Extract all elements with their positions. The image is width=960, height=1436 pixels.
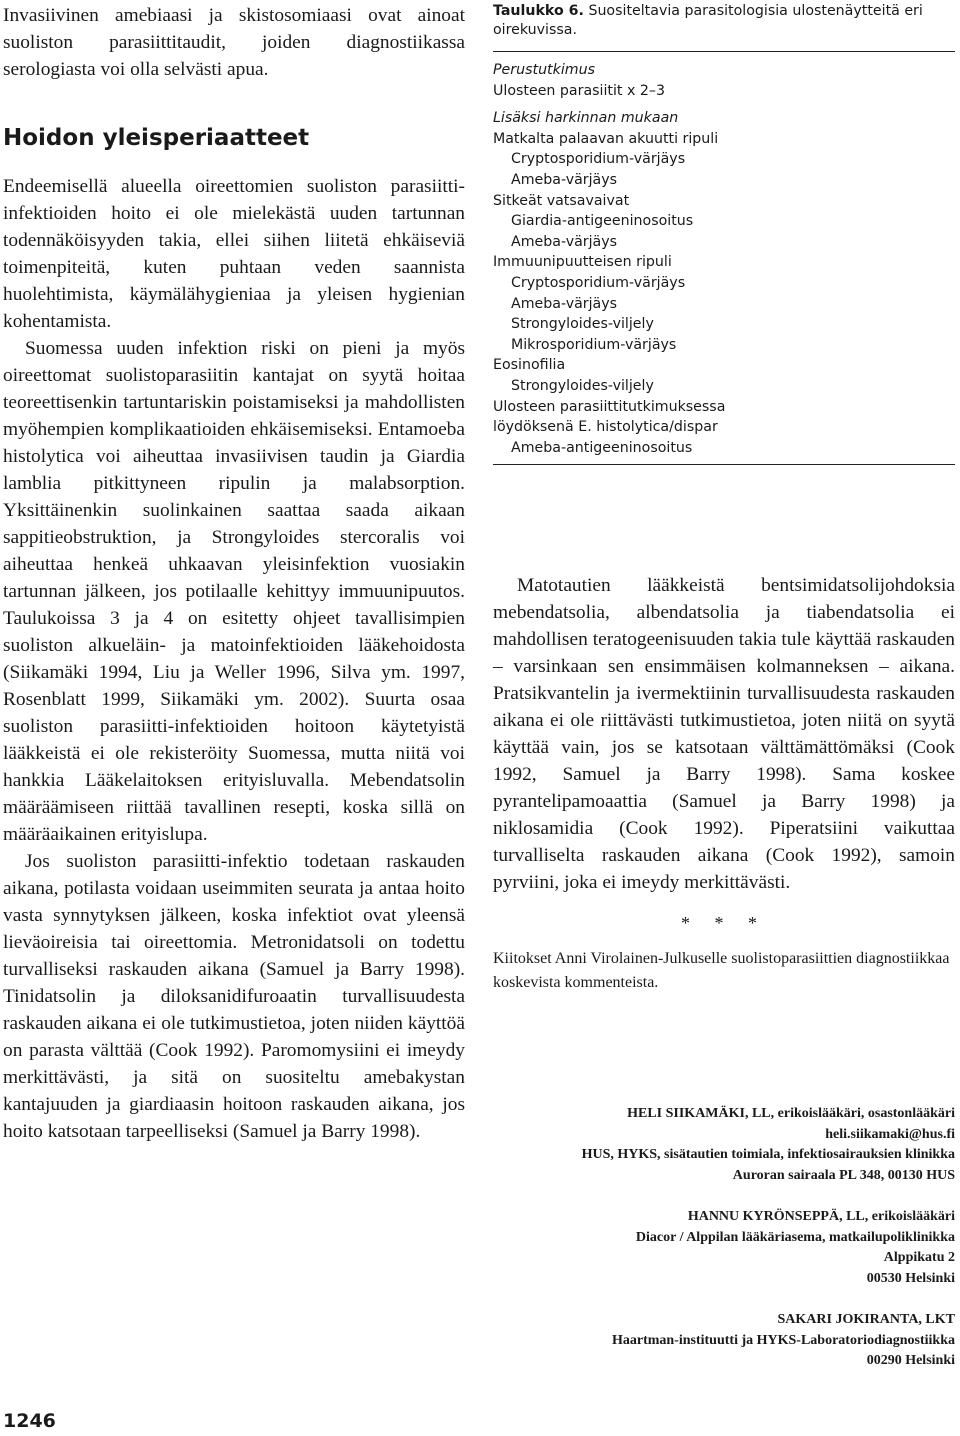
table-subitem: Cryptosporidium-värjäys (511, 274, 686, 291)
left-column (3, 0, 465, 1145)
right-text (493, 572, 955, 995)
author-line: SAKARI JOKIRANTA, LKT (777, 1312, 955, 1327)
table-extra-title: Lisäksi harkinnan mukaan (493, 110, 679, 127)
section-heading: Hoidon yleisperiaatteet (3, 125, 310, 151)
table-rows (493, 129, 955, 459)
right-paragraph-1: Matotautien lääkkeistä bentsimidatsolijohdoksia mebendatsolia, albendatsolia ja tiabendatsolia ei mahdollisen teratogeenisuuden takia tule käyttää raskauden – varsinkaan sen ensimmäisen kolmanneksen – aikana. Pratsikvantelin ja ivermektiinin turvallisuudesta raskauden aikana ei ole riittävästi tutkimustietoa, joten niitä on syytä käyttää vain, jos se katsotaan välttämättömäksi (Cook 1992, Samuel ja Barry 1998). Sama koskee pyrantelipamoaattia (Samuel ja Barry 1998) ja niklosamidia (Cook 1992). Piperatsiini vaikuttaa turvalliselta raskauden aikana (Cook 1992), samoin pyrviini, joka ei imeydy merkittävästi. (493, 575, 955, 893)
table-subitem: Strongyloides-viljely (511, 377, 654, 394)
table-item: Sitkeät vatsavaivat (493, 192, 630, 209)
table-item: Matkalta palaavan akuutti ripuli (493, 130, 719, 147)
intro-paragraph: Invasiivinen amebiaasi ja skistosomiaasi ovat ainoat suoliston parasiittitaudit, joiden diagnostiikassa serologiasta voi olla selvästi apua. (3, 5, 465, 80)
table-subitem: Giardia-antigeeninosoitus (511, 213, 694, 230)
author-line: 00530 Helsinki (866, 1270, 955, 1286)
table-caption (493, 0, 955, 40)
acknowledgements: Kiitokset Anni Virolainen-Julkuselle suolistoparasiittien diagnostiikkaa koskevista kommenteista. (493, 950, 950, 991)
author-block (493, 1207, 955, 1289)
author-line: HELI SIIKAMÄKI, LL, erikoislääkäri, osastonlääkäri (627, 1106, 955, 1121)
table-item: löydöksenä E. histolytica/dispar (493, 419, 718, 436)
table-subitem: Mikrosporidium-värjäys (511, 336, 677, 353)
table-caption-text: Suositeltavia parasitologisia ulostenäytteitä eri oirekuvissa. (493, 3, 923, 38)
author-block (493, 1310, 955, 1372)
table-subitem: Ameba-värjäys (511, 295, 618, 312)
author-line: Alppikatu 2 (883, 1250, 955, 1265)
body-paragraph-3: Jos suoliston parasiitti-infektio todetaan raskauden aikana, potilasta voidaan useimmiten seurata ja antaa hoito vasta synnytyksen jälkeen, koska infektiot ovat yleensä lieväoireisia tai oireettomia. Metronidatsoli on todettu turvalliseksi raskauden aikana (Samuel ja Barry 1998). Tinidatsolin ja diloksanidifuroaatin turvallisuudesta raskauden aikana ei ole tutkimustietoa, joten niiden käyttöä on parasta välttää (Cook 1992). Paromomysiini ei imeydy merkittävästi, ja sitä on suositeltu amebakystan kantajuuden ja giardiaasin hoitoon raskauden aikana, jos hoito katsotaan tarpeelliseksi (Samuel ja Barry 1998). (3, 851, 465, 1142)
author-line: heli.siikamaki@hus.fi (825, 1126, 955, 1142)
table-top-rule (493, 51, 955, 52)
right-column (493, 0, 955, 1368)
table-bottom-rule (493, 464, 955, 465)
table-basic-item: Ulosteen parasiitit x 2–3 (493, 82, 666, 99)
author-line: 00290 Helsinki (866, 1353, 955, 1368)
author-line: HUS, HYKS, sisätautien toimiala, infektiosairauksien klinikka (581, 1147, 955, 1162)
body-paragraph-2: Suomessa uuden infektion riski on pieni ja myös oireettomat suolistoparasiitin kantajat on syytä hoitaa teoreettisenkin tartuntariskin poistamiseksi ja mahdollisten myöhempien komplikaatioiden ehkäisemiseksi. Entamoeba histolytica voi aiheuttaa invasiivisen taudin ja Giardia lamblia pitkittyneen ripulin ja malabsorption. Yksittäinenkin suolinkainen saattaa saada aikaan sappitieobstruktion, ja Strongyloides stercoralis voi aiheuttaa henkeä uhkaavan yleisinfektion vuosiakin tartunnan jälkeen, jos potilaalle kehittyy immuunipuutos. Taulukoissa 3 ja 4 on esitetty ohjeet tavallisimpien suoliston alkueläin- ja matoinfektioiden lääkehoidosta (Siikamäki 1994, Liu ja Weller 1996, Silva ym. 1997, Rosenblatt 1999, Siikamäki ym. 2002). Suurta osaa suoliston parasiitti-infektioiden hoitoon käytetyistä lääkkeistä ei ole rekisteröity Suomessa, mutta niitä voi hankkia Lääkelaitoksen erityisluvalla. Mebendatsolin määräämiseen riittää tavallinen resepti, koska sillä on määräaikainen erityislupa. (3, 338, 465, 845)
author-block (493, 1104, 955, 1186)
table-subitem: Strongyloides-viljely (511, 316, 654, 333)
table-item: Immuunipuutteisen ripuli (493, 254, 672, 271)
table-subitem: Ameba-värjäys (511, 233, 618, 250)
section-separator: * * * (681, 913, 767, 933)
author-line: Auroran sairaala PL 348, 00130 HUS (732, 1167, 955, 1183)
author-line: HANNU KYRÖNSEPPÄ, LL, erikoislääkäri (687, 1209, 955, 1224)
table-subitem: Cryptosporidium-värjäys (511, 151, 686, 168)
author-line: Haartman-instituutti ja HYKS-Laboratoriodiagnostiikka (611, 1332, 955, 1348)
author-info (493, 1104, 955, 1393)
table-basic-title: Perustutkimus (493, 62, 595, 78)
table-label: Taulukko 6. (493, 3, 584, 19)
table-6 (493, 0, 955, 465)
page-number: 1246 (3, 1410, 56, 1432)
table-subitem: Ameba-antigeeninosoitus (511, 439, 693, 456)
table-item: Ulosteen parasiittitutkimuksessa (493, 398, 726, 415)
author-line: Diacor / Alppilan lääkäriasema, matkailupoliklinikka (635, 1229, 955, 1245)
table-item: Eosinofilia (493, 357, 566, 374)
table-subitem: Ameba-värjäys (511, 171, 618, 188)
body-paragraph-1: Endeemisellä alueella oireettomien suoliston parasiitti-infektioiden hoito ei ole mielekästä uuden tartunnan todennäköisyyden takia, ellei siihen liitetä ehkäiseviä toimenpiteitä, kuten puhtaan veden saannista huolehtimista, käymälähygieniaa ja yleisen hygienian kohentamista. (3, 176, 465, 332)
